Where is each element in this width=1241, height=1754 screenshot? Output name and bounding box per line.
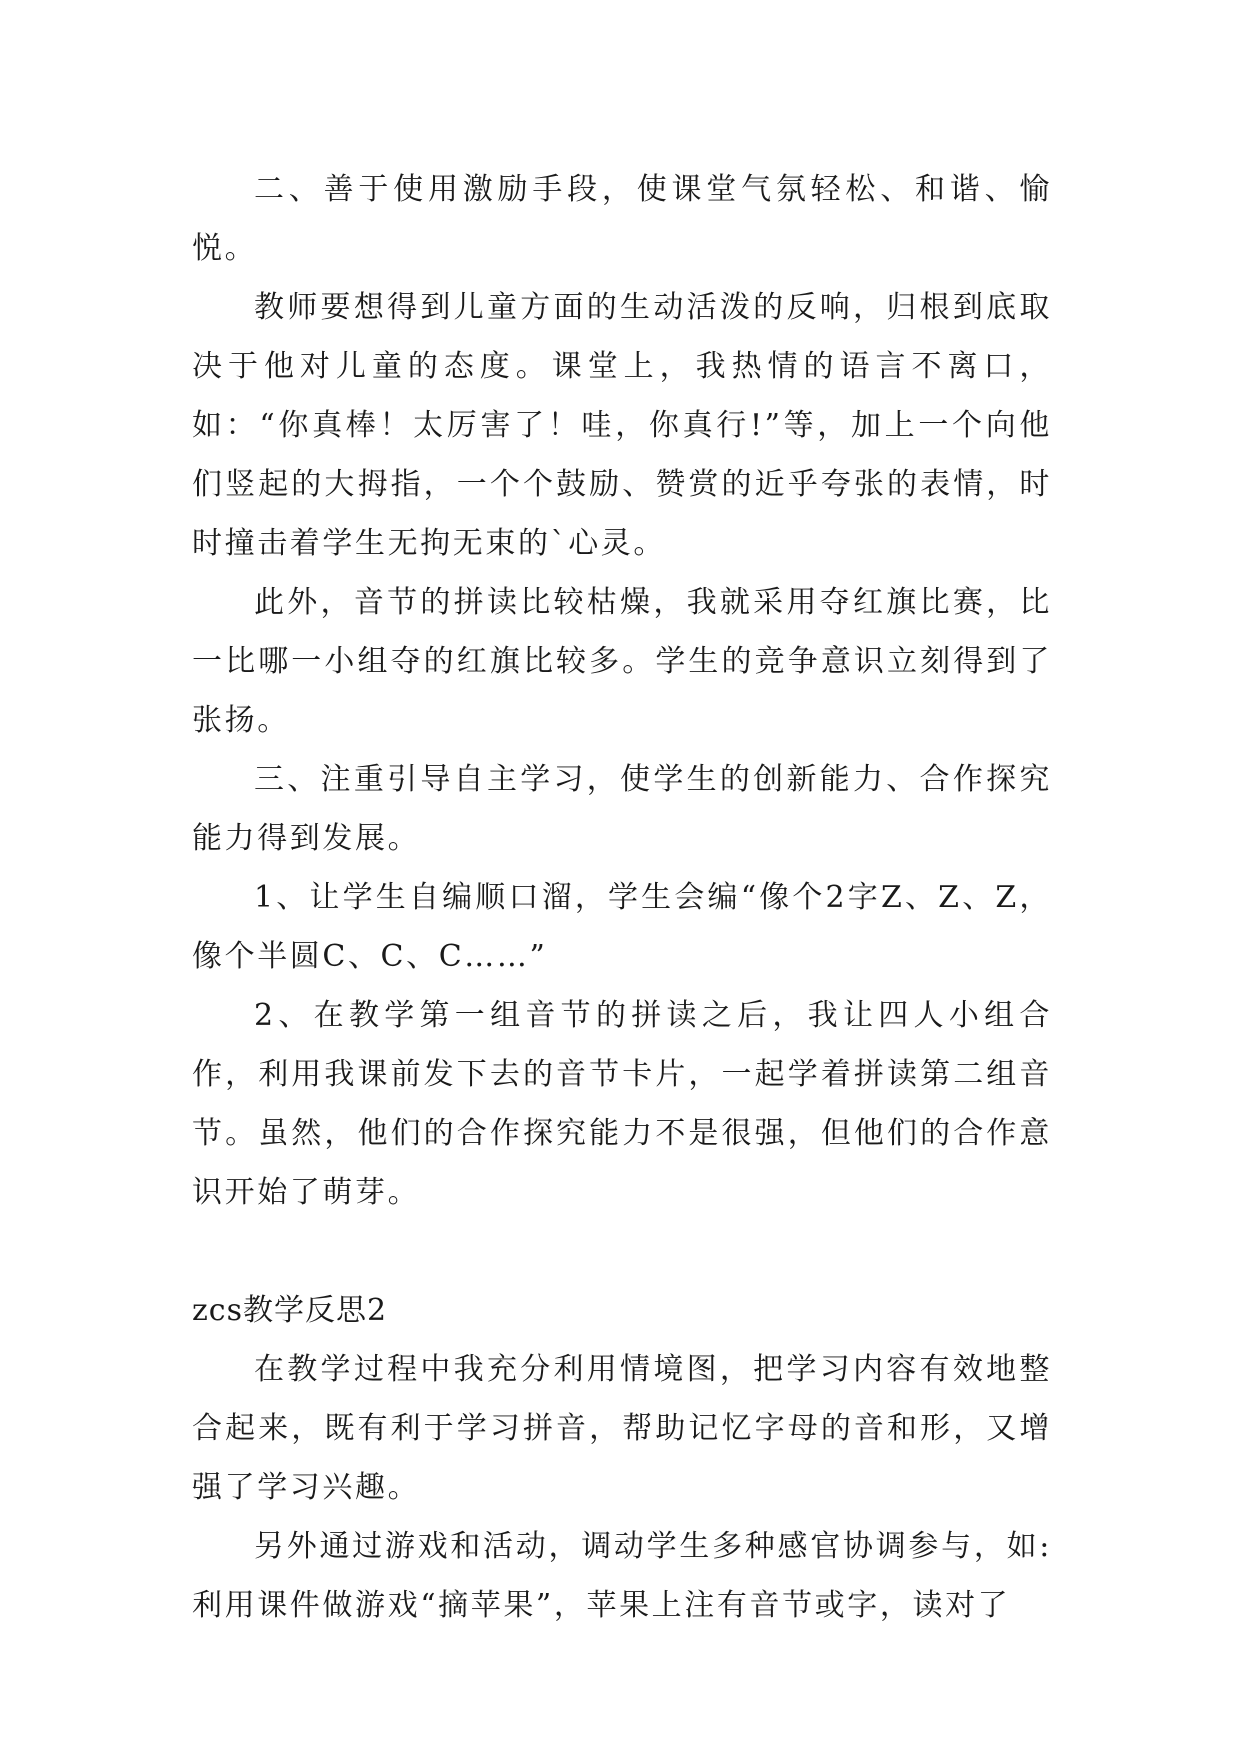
paragraph: 另外通过游戏和活动，调动学生多种感官协调参与，如:利用课件做游戏“摘苹果”，苹果上注有音节或字，读对了 <box>192 1529 1052 1623</box>
paragraph: 此外，音节的拼读比较枯燥，我就采用夺红旗比赛，比一比哪一小组夺的红旗比较多。学生的竞争意识立刻得到了张扬。 <box>192 585 1052 738</box>
paragraph-heading-2: 二、善于使用激励手段，使课堂气氛轻松、和谐、愉悦。 <box>192 172 1052 266</box>
paragraph: 在教学过程中我充分利用情境图，把学习内容有效地整合起来，既有利于学习拼音，帮助记忆字母的音和形，又增强了学习兴趣。 <box>192 1352 1052 1505</box>
paragraph-heading-3: 三、注重引导自主学习，使学生的创新能力、合作探究能力得到发展。 <box>192 762 1052 856</box>
section-title: zcs教学反思2 <box>192 1293 388 1328</box>
paragraph-item-2: 2、在教学第一组音节的拼读之后，我让四人小组合作，利用我课前发下去的音节卡片，一起学着拼读第二组音节。虽然，他们的合作探究能力不是很强，但他们的合作意识开始了萌芽。 <box>192 998 1052 1210</box>
paragraph: 教师要想得到儿童方面的生动活泼的反响，归根到底取决于他对儿童的态度。课堂上，我热情的语言不离口，如：“你真棒！太厉害了！哇，你真行!”等，加上一个向他们竖起的大拇指，一个个鼓励、赞赏的近乎夸张的表情，时时撞击着学生无拘无束的`心灵。 <box>192 290 1052 561</box>
section-spacer <box>192 1222 1052 1281</box>
document-page <box>192 160 1052 1635</box>
paragraph-item-1: 1、让学生自编顺口溜，学生会编“像个2字Z、Z、Z，像个半圆C、C、C……” <box>192 880 1052 974</box>
